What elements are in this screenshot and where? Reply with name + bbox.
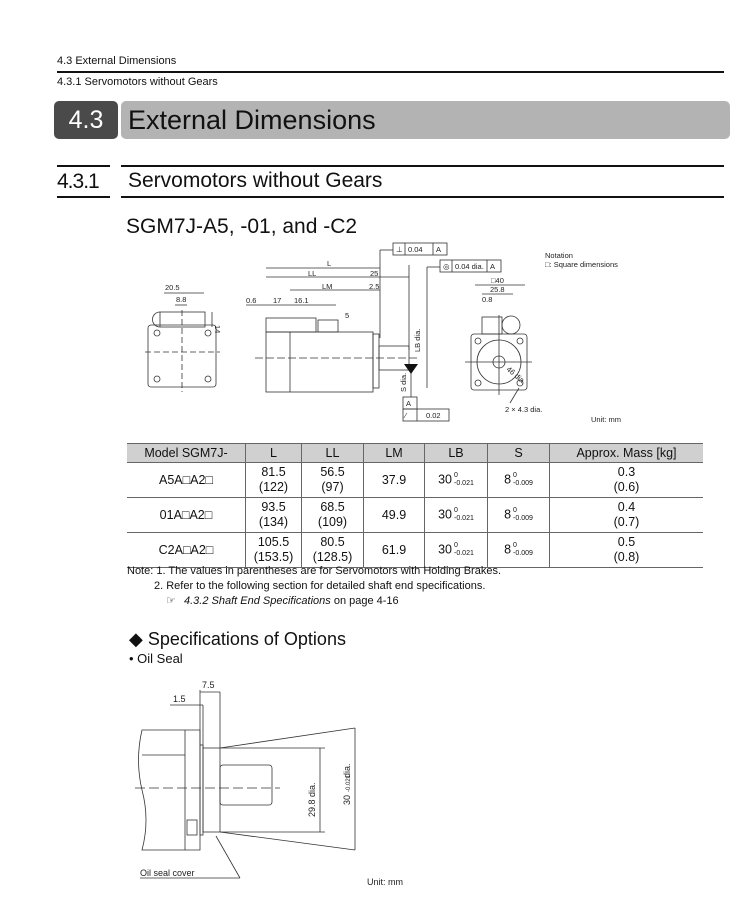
col-header-s: S <box>488 444 550 463</box>
note-reference: ☞ 4.3.2 Shaft End Specifications on page 4-16 <box>166 595 399 607</box>
cell-s: 8 0 -0.009 <box>488 533 550 568</box>
svg-text:⁄: ⁄ <box>405 411 407 420</box>
col-header-lb: LB <box>425 444 488 463</box>
cell-model: A5A□A2□ <box>127 463 246 498</box>
svg-text:20.5: 20.5 <box>165 283 180 292</box>
svg-text:1.5: 1.5 <box>173 694 186 704</box>
svg-text:2 × 4.3 dia.: 2 × 4.3 dia. <box>505 405 543 414</box>
unit-label: Unit: mm <box>367 877 403 887</box>
col-header-l: L <box>246 444 302 463</box>
cell-l: 93.5 (134) <box>246 498 302 533</box>
notation-text: □: Square dimensions <box>545 260 618 269</box>
table-row <box>127 498 703 533</box>
col-header-ll: LL <box>302 444 364 463</box>
cell-mass: 0.4 (0.7) <box>550 498 704 533</box>
section-title: External Dimensions <box>128 105 376 135</box>
note-1: Note: 1. The values in parentheses are for Servomotors with Holding Brakes. <box>127 565 501 577</box>
svg-text:LL: LL <box>308 269 317 278</box>
cell-s: 8 0 -0.009 <box>488 498 550 533</box>
section-number: 4.3 <box>54 101 118 139</box>
svg-text:⊥: ⊥ <box>396 245 403 254</box>
svg-text:□40: □40 <box>491 276 504 285</box>
cell-mass: 0.3 (0.6) <box>550 463 704 498</box>
col-header-model: Model SGM7J- <box>127 444 246 463</box>
svg-text:LB dia.: LB dia. <box>413 328 422 352</box>
subsection-number: 4.3.1 <box>57 170 99 193</box>
table-row <box>127 533 703 568</box>
running-header-section: 4.3 External Dimensions <box>57 55 177 67</box>
table-row <box>127 463 703 498</box>
dimension-labels <box>165 245 542 420</box>
cell-lm: 49.9 <box>364 498 425 533</box>
svg-text:◎: ◎ <box>443 262 450 271</box>
svg-text:S dia.: S dia. <box>399 372 408 392</box>
svg-text:L: L <box>327 259 332 268</box>
oil-seal-drawing <box>0 670 750 919</box>
svg-text:5: 5 <box>345 311 350 320</box>
svg-text:A: A <box>436 245 442 254</box>
cell-lm: 61.9 <box>364 533 425 568</box>
svg-text:7.5: 7.5 <box>202 680 215 690</box>
oil-seal-cover-label: Oil seal cover <box>140 868 195 878</box>
col-header-mass: Approx. Mass [kg] <box>550 444 704 463</box>
note-2: 2. Refer to the following section for detailed shaft end specifications. <box>154 580 486 592</box>
cell-lb: 30 0 -0.021 <box>425 533 488 568</box>
svg-text:A: A <box>490 262 496 271</box>
cell-lb: 30 0 -0.021 <box>425 498 488 533</box>
svg-text:17: 17 <box>273 296 282 305</box>
svg-text:0.04: 0.04 <box>408 245 423 254</box>
cell-lb: 30 0 -0.021 <box>425 463 488 498</box>
svg-text:0.02: 0.02 <box>426 411 441 420</box>
option-item-oil-seal: • Oil Seal <box>129 651 183 666</box>
cell-lm: 37.9 <box>364 463 425 498</box>
svg-text:dia.: dia. <box>342 763 352 778</box>
cell-ll: 68.5 (109) <box>302 498 364 533</box>
cell-mass: 0.5 (0.8) <box>550 533 704 568</box>
reference-link[interactable]: 4.3.2 Shaft End Specifications <box>184 595 331 607</box>
svg-text:25: 25 <box>370 269 379 278</box>
notation-label: Notation <box>545 251 573 260</box>
svg-text:0.6: 0.6 <box>246 296 257 305</box>
model-title: SGM7J-A5, -01, and -C2 <box>126 215 358 238</box>
svg-text:LM: LM <box>322 282 333 291</box>
options-title: ◆ Specifications of Options <box>129 629 346 649</box>
cell-l: 105.5 (153.5) <box>246 533 302 568</box>
dimensions-table <box>127 443 703 568</box>
cell-l: 81.5 (122) <box>246 463 302 498</box>
svg-text:8.8: 8.8 <box>176 295 187 304</box>
svg-text:0.8: 0.8 <box>482 295 493 304</box>
col-header-lm: LM <box>364 444 425 463</box>
svg-text:30: 30 <box>342 794 352 805</box>
cell-s: 8 0 -0.009 <box>488 463 550 498</box>
cell-ll: 56.5 (97) <box>302 463 364 498</box>
svg-text:25.8: 25.8 <box>490 285 505 294</box>
subsection-title: Servomotors without Gears <box>128 169 383 192</box>
cell-model: C2A□A2□ <box>127 533 246 568</box>
pointing-hand-icon: ☞ <box>166 595 176 607</box>
svg-text:29.8 dia.: 29.8 dia. <box>307 782 317 817</box>
svg-text:-0.021: -0.021 <box>346 774 352 792</box>
svg-text:0.04 dia.: 0.04 dia. <box>455 262 484 271</box>
dimension-drawing <box>0 0 750 440</box>
cell-model: 01A□A2□ <box>127 498 246 533</box>
svg-text:A: A <box>406 399 412 408</box>
svg-text:2.5: 2.5 <box>369 282 380 291</box>
svg-text:16.1: 16.1 <box>294 296 309 305</box>
running-header-subsection: 4.3.1 Servomotors without Gears <box>57 76 218 88</box>
cell-ll: 80.5 (128.5) <box>302 533 364 568</box>
svg-text:14: 14 <box>213 325 222 334</box>
unit-label: Unit: mm <box>591 415 621 424</box>
svg-text:46 dia.: 46 dia. <box>504 364 528 387</box>
